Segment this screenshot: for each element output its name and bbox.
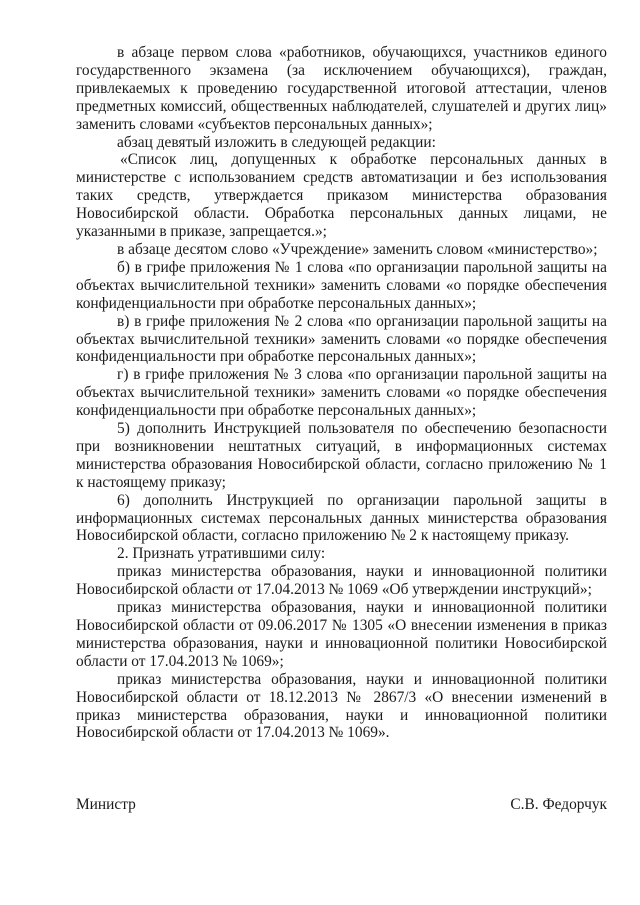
paragraph-section-2: 2. Признать утратившими силу: <box>117 545 326 563</box>
document-body <box>76 44 607 742</box>
paragraph-item-6: 6) дополнить Инструкцией по организации парольной защиты в информационных системах персональных данных министерства образования Новосибирской области, согласно приложению № 2 к настоящему приказу. <box>76 491 607 545</box>
paragraph-abzac-tenth: в абзаце десятом слово «Учреждение» заменить словом «министерство»; <box>117 240 598 258</box>
signature-position: Министр <box>76 796 136 813</box>
paragraph-first-abzac: в абзаце первом слова «работников, обучающихся, участников единого государственного экзамена (за исключением обучающихся), граждан, привлекаемых к проведению государственной итоговой аттестации, членов предметных комиссий, общественных наблюдателей, слушателей и других лиц» заменить словами «субъектов персональных данных»; <box>76 44 607 133</box>
paragraph-item-5: 5) дополнить Инструкцией пользователя по обеспечению безопасности при возникновении нештатных ситуаций, в информационных системах министерства образования Новосибирской области, согласно приложению № 1 к настоящему приказу; <box>76 420 607 491</box>
paragraph-quote-list: «Список лиц, допущенных к обработке персональных данных в министерстве с использованием средств автоматизации и без использования таких средств, утверждается приказом министерства образования Новосибирской области. Обработка персональных данных лицами, не указанными в приказе, запрещается.»; <box>76 151 607 241</box>
signature-block <box>76 796 607 814</box>
paragraph-abzac-ninth: абзац девятый изложить в следующей редакции: <box>117 133 436 151</box>
paragraph-item-v: в) в грифе приложения № 2 слова «по организации парольной защиты на объектах вычислительной техники» заменить словами «о порядке обеспечения конфиденциальности при обработке персональных данных»; <box>76 312 607 366</box>
paragraph-item-b: б) в грифе приложения № 1 слова «по организации парольной защиты на объектах вычислительной техники» заменить словами «о порядке обеспечения конфиденциальности при обработке персональных данных»; <box>76 258 607 312</box>
signature-name: С.В. Федорчук <box>510 796 607 813</box>
paragraph-order-1069: приказ министерства образования, науки и инновационной политики Новосибирской области от 17.04.2013 № 1069 «Об утверждении инструкций»; <box>76 563 607 599</box>
paragraph-item-g: г) в грифе приложения № 3 слова «по организации парольной защиты на объектах вычислительной техники» заменить словами «о порядке обеспечения конфиденциальности при обработке персональных данных»; <box>76 366 607 420</box>
paragraph-order-2867: приказ министерства образования, науки и инновационной политики Новосибирской области от 18.12.2013 № 2867/3 «О внесении изменений в приказ министерства образования, науки и инновационной политики Новосибирской области от 17.04.2013 № 1069». <box>76 670 607 742</box>
paragraph-order-1305: приказ министерства образования, науки и инновационной политики Новосибирской области от 09.06.2017 № 1305 «О внесении изменения в приказ министерства образования, науки и инновационной политики Новосибирской области от 17.04.2013 № 1069»; <box>76 599 607 670</box>
